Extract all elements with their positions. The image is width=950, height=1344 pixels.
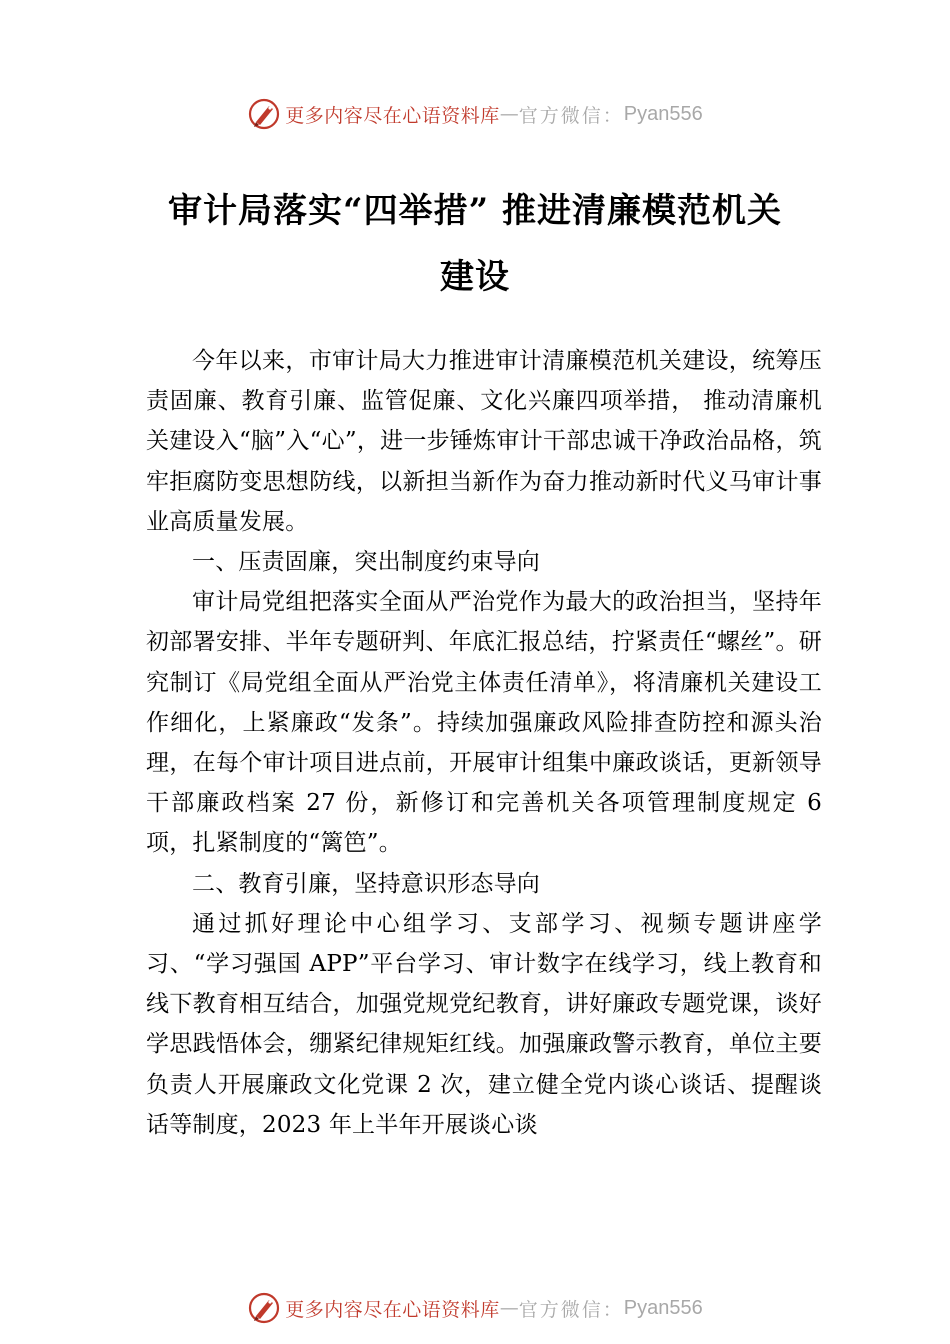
header-banner <box>0 94 950 134</box>
footer-banner <box>0 1288 950 1328</box>
document-body <box>146 341 822 1145</box>
title-line-2: 建设 <box>440 257 510 297</box>
banner-official-label: 官方微信： <box>518 104 624 127</box>
section-2-paragraph: 通过抓好理论中心组学习、支部学习、视频专题讲座学习、“学习强国 APP”平台学习、审计数字在线学习，线上教育和线下教育相互结合，加强党规党纪教育，讲好廉政专题党课，谈好学思践悟体会，绷紧纪律规矩红线。加强廉政警示教育，单位主要负责人开展廉政文化党课 2 次，建立健全党内谈心谈话、提醒谈话等制度，2023 年上半年开展谈心谈 <box>146 910 822 1138</box>
intro-paragraph: 今年以来，市审计局大力推进审计清廉模范机关建设，统筹压责固廉、教育引廉、监管促廉、文化兴廉四项举措， 推动清廉机关建设入“脑”入“心”，进一步锤炼审计干部忠诚干净政治品格，筑牢拒腐防变思想防线，以新担当新作为奋力推动新时代义马审计事业高质量发展。 <box>146 348 822 535</box>
banner-wechat-id: Pyan556 <box>623 1296 703 1319</box>
banner-dash: — <box>499 103 519 125</box>
title-line-1: 审计局落实“四举措” 推进清廉模范机关 <box>168 191 782 231</box>
section-1-paragraph: 审计局党组把落实全面从严治党作为最大的政治担当，坚持年初部署安排、半年专题研判、年底汇报总结，拧紧责任“螺丝”。研究制订《局党组全面从严治党主体责任清单》，将清廉机关建设工作细化，上紧廉政“发条”。持续加强廉政风险排查防控和源头治理，在每个审计项目进点前，开展审计组集中廉政谈话，更新领导干部廉政档案 27 份，新修订和完善机关各项管理制度规定 6 项，扎紧制度的“篱笆”。 <box>146 589 822 857</box>
section-heading-2: 二、教育引廉，坚持意识形态导向 <box>192 870 540 897</box>
banner-official-label: 官方微信： <box>518 1298 624 1321</box>
document-title <box>130 178 820 310</box>
banner-main-text: 更多内容尽在心语资料库 <box>285 104 500 127</box>
pen-nib-logo-icon <box>247 1291 281 1325</box>
banner-wechat-id: Pyan556 <box>623 102 703 125</box>
banner-main-text: 更多内容尽在心语资料库 <box>285 1298 500 1321</box>
section-heading-1: 一、压责固廉，突出制度约束导向 <box>192 549 540 576</box>
pen-nib-logo-icon <box>247 97 281 131</box>
banner-dash: — <box>499 1297 519 1319</box>
